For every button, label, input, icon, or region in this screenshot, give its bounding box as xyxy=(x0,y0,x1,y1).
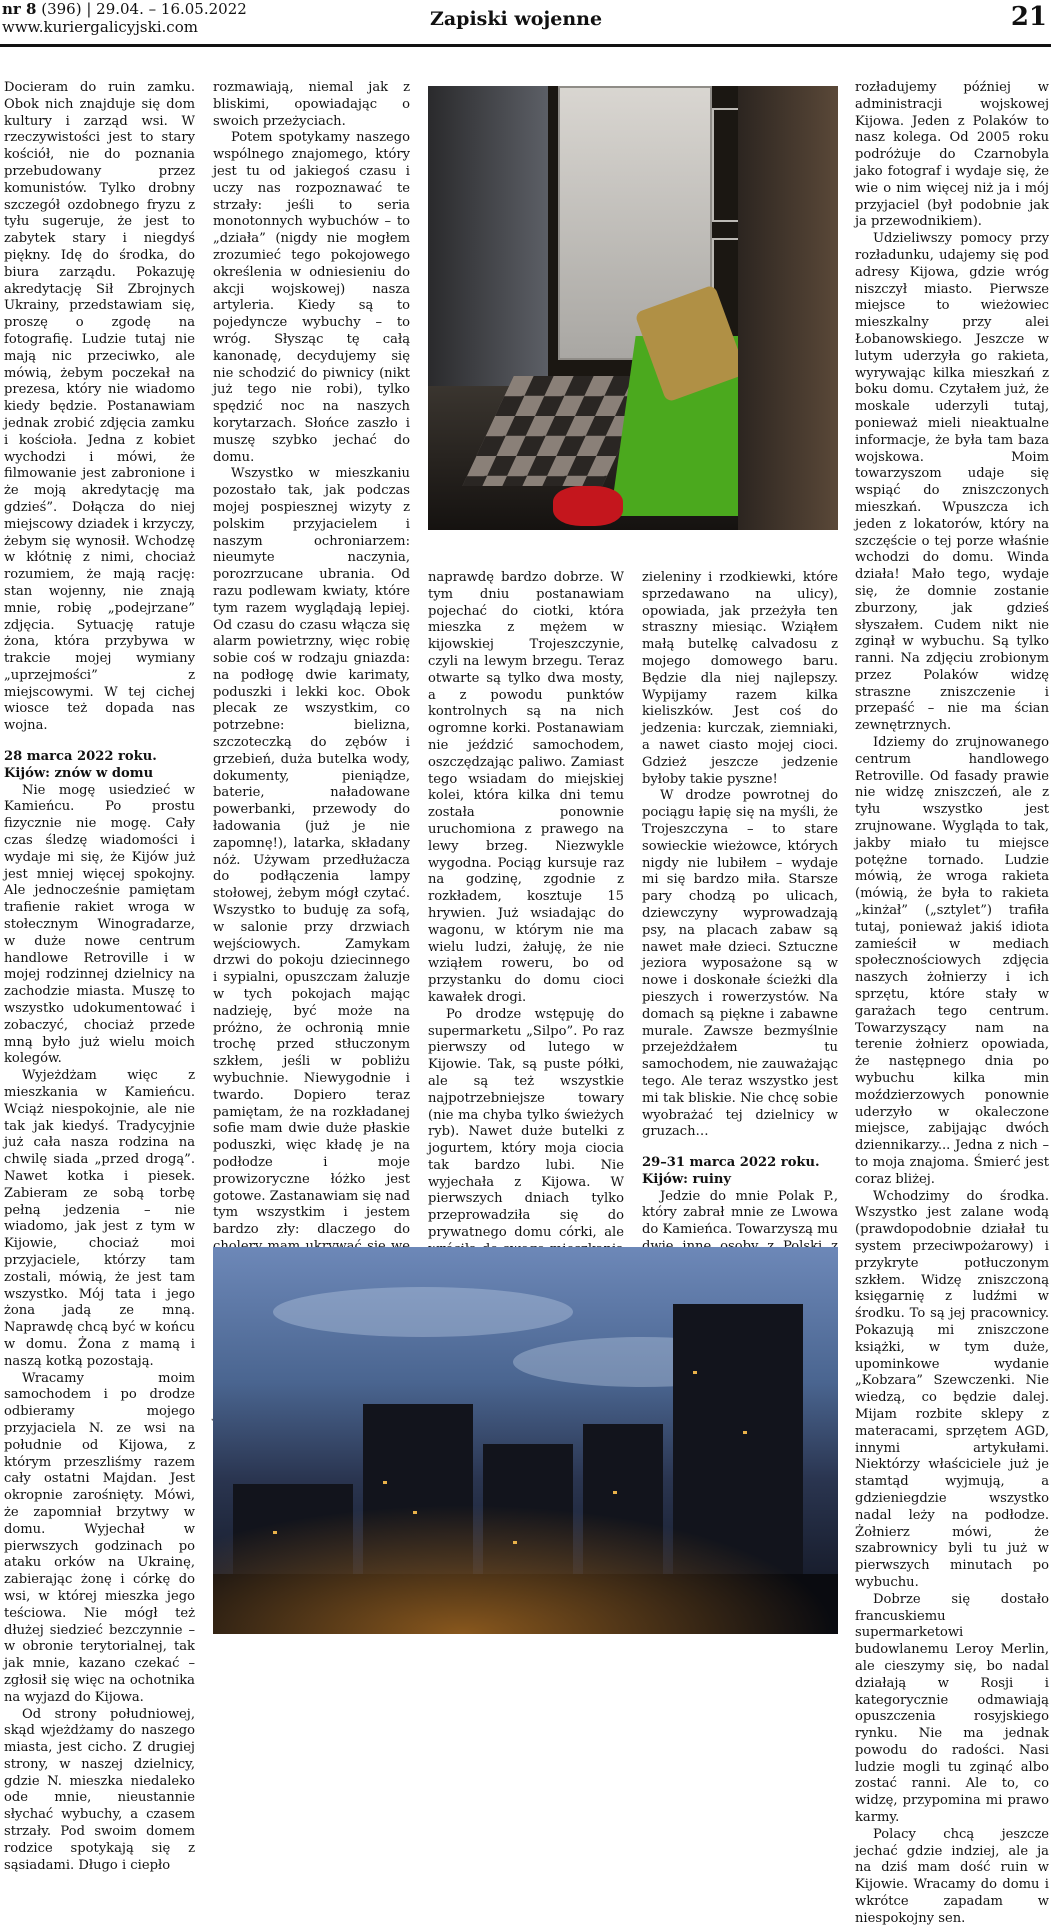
paragraph: Dobrze się dostało francuskiemu supermarketowi budowlanemu Leroy Merlin, ale cieszymy się, bo nadal działają w Rosji i kategorycznie odmawiają opuszczenia rosyjskiego rynku. Nie ma jednak powodu do radości. Nasi ludzie mogli tu zginąć albo zostać ranni. Ale to, co widzę, przypomina mi prawo karmy. xyxy=(855,1591,1049,1826)
paragraph: rozładujemy później w administracji wojskowej Kijowa. Jeden z Polaków to nasz kolega. Od 2005 roku podróżuje do Czarnobyla jako fotograf i wydaje się, że wie o nim więcej niż ja i mój przyjaciel (był podobnie jak ja przewodnikiem). xyxy=(855,80,1049,230)
article-column-4 xyxy=(642,570,838,1245)
page-number: 21 xyxy=(1010,2,1047,32)
paragraph: Wszystko w mieszkaniu pozostało tak, jak podczas mojej pospiesznej wizyty z polskim przyjacielem i naszym ochroniarzem: nieumyte naczynia, porozrzucane ubrania. Od razu podlewam kwiaty, które tym razem wyglądają lepiej. Od czasu do czasu włącza się alarm powietrzny, więc robię sobie coś w rodzaju gniazda: na podłogę dwie karimaty, poduszki i lekki koc. Obok plecak ze wszystkim, co potrzebne: bielizna, szczoteczką do zębów i grzebień, duża butelka wody, dokumenty, pieniądze, baterie, naładowane powerbanki, przewody do ładowania (już je nie zapomnę!), latarka, składany nóż. Używam przedłużacza do podłączenia lampy stołowej, żebym mógł czytać. Wszystko to buduję za sofą, w salonie przy drzwiach wejściowych. Zamykam drzwi do pokoju dziecinnego i sypialni, opuszczam żaluzje w tych pokojach mając nadzieję, być może na próżno, że ochronią mnie trochę przed stłuczonym szkłem, jeśli w pobliżu wybuchnie. Niewygodnie i twardo. Dopiero teraz pamiętam, że na rozkładanej sofie mam dwie duże płaskie poduszki, więc kładę je na podłodze i moje prowizoryczne łóżko jest gotowe. Zastanawiam się nad tym wszystkim i jestem bardzo zły: dlaczego do xyxy=(213,466,410,1238)
paragraph: Wyjeżdżam więc z mieszkania w Kamieńcu. Wciąż niespokojnie, ale nie tak jak kiedyś. Tradycyjnie już cała nasza rodzina na chwilę siada „przed drogą”. Nawet kotka i piesek. Zabieram ze sobą torbę pełną jedzenia – nie wiadomo, jak jest z tym w Kijowie, chociaż moi przyjaciele, którzy tam zostali, mówią, że jest tam wszystko. Mój tata i jego żona jadą ze mną. Naprawdę chcą być w końcu w domu. Żona z mamą i naszą kotką pozostają. xyxy=(4,1068,195,1369)
issue-dates: (396) | 29.04. – 16.05.2022 xyxy=(36,0,247,18)
paragraph: Wracamy moim samochodem i po drodze odbieramy mojego przyjaciela N. ze wsi na południe od Kijowa, z którym przeszliśmy razem cały ostatni Majdan. Jest okropnie zarośnięty. Mówi, że zapomniał brzytwy w domu. Wyjechał w pierwszych godzinach po ataku orków na Ukrainę, zabierając żonę i córkę do wsi, w której mieszka jego teściowa. Nie mógł też dłużej siedzieć bezczynnie – w obronie terytorialnej, tak jak mnie, kazano czekać – zgłosił się więc na ochotnika na wyjazd do Kijowa. xyxy=(4,1370,195,1705)
article-column-3 xyxy=(428,570,624,1245)
issue-number: nr 8 xyxy=(2,0,37,18)
paragraph: naprawdę bardzo dobrze. W tym dniu postanawiam pojechać do ciotki, która mieszka z mężem w kijowskiej Trojeszczynie, czyli na lewym brzegu. Teraz otwarte są tylko dwa mosty, a z powodu punktów kontrolnych są na nich ogromne korki. Postanawiam nie jeździć samochodem, oszczędzając paliwo. Zamiast tego wsiadam do miejskiej kolei, która kilka dni temu została ponownie uruchomiona z prawego na lewy brzeg. Niezwykle wygodna. Pociąg kursuje raz na godzinę, zgodnie z rozkładem, kosztuje 15 hrywien. Już wsiadając do wagonu, w którym nie ma wielu ludzi, żałuję, że nie wziąłem roweru, bo od przystanku do domu cioci kawałek drogi. xyxy=(428,570,624,1005)
paragraph: Udzieliwszy pomocy przy rozładunku, udajemy się pod adresy Kijowa, gdzie wróg niszczył miasto. Pierwsze miejsce to wieżowiec mieszkalny przy alei Łobanowskiego. Jeszcze w lutym uderzyła go rakieta, wyrywając kilka mieszkań z boku domu. Czytałem już, że moskale uderzyli tutaj, ponieważ mieli nieaktualne informacje, że była tam baza wojskowa. Moim towarzyszom udaje się wspiąć do zniszczonych mieszkań. Wpuszcza ich jeden z lokatorów, który na szczęście o tej porze właśnie wchodzi do domu. Winda działa! Mało tego, wydaje się, że domnie zostanie zburzony, jak gdzieś słyszałem. Cudem nikt nie zginął w wybuchu. Są tylko ranni. Na zdjęciu zrobionym przez Polaków widzę straszne zniszczenie i przepaść – nie ma ścian zewnętrznych. xyxy=(855,231,1049,734)
website-link[interactable]: www.kuriergalicyjski.com xyxy=(2,18,198,36)
paragraph: Idziemy do zrujnowanego centrum handlowego Retroville. Od fasady prawie nie widzę zniszczeń, ale z tyłu wszystko jest zrujnowane. Wygląda to tak, jakby miało tu miejsce potężne tornado. Ludzie mówią, że wroga rakieta (mówią, że była to rakieta „kinżał” („sztylet”) trafiła tutaj, ponieważ jakiś idiota zamieścił w mediach społecznościowych zdjęcia naszych żołnierzy i ich sprzętu, które stały w garażach tego centrum. Towarzyszący nam na terenie żołnierz opowiada, że następnego dnia po wybuchu kilka min moździerzowych ponownie uderzyło w okaleczone miejsce, zabijając dwóch dziennikarzy... Jedna z nich – to moja znajoma. Śmierć jest coraz bliżej. xyxy=(855,735,1049,1187)
article-column-1 xyxy=(4,80,195,1873)
paragraph: Potem spotykamy naszego wspólnego znajomego, który jest tu od jakiegoś czasu i uczy nas rozpoznawać te strzały: jeśli to seria monotonnych wybuchów – to „działa” (nigdy nie mogłem zrozumieć tego pokojowego określenia w odniesieniu do akcji wojskowej) nasza artyleria. Kiedy są to pojedyncze wybuchy – to wróg. Słysząc tę całą kanonadę, decydujemy się nie schodzić do piwnicy (nikt już tego nie robi), tylko spędzić noc na naszych korytarzach. Słońce zaszło i muszę szybko jechać do domu. xyxy=(213,130,410,465)
article-column-5 xyxy=(855,80,1049,1926)
page-header xyxy=(0,0,1051,47)
paragraph: Nie mogę usiedzieć w Kamieńcu. Po prostu fizycznie nie mogę. Cały czas śledzę wiadomości i wydaje mi się, że Kijów już jest mniej więcej spokojny. Ale jednocześnie pamiętam trafienie rakiet wroga w stołecznym Winogradarze, w duże nowe centrum handlowe Retroville i w mojej rodzinnej dzielnicy na zachodzie miasta. Muszę to wszystko udokumentować i zobaczyć, chociaż przede mną było już wielu moich kolegów. xyxy=(4,782,195,1067)
subheading-date: 29–31 marca 2022 roku. xyxy=(642,1155,820,1171)
paragraph: Od strony południowej, skąd wjeżdżamy do naszego miasta, jest cicho. Z drugiej strony, w naszej dzielnicy, gdzie N. mieszka niedaleko ode mnie, nieustannie słychać wybuchy, a czasem strzały. Pod swoim domem rodzice spotykają się z sąsiadami. Długo i ciepło xyxy=(4,1706,195,1873)
paragraph: W drodze powrotnej do pociągu łapię się na myśli, że Trojeszczyna – to stare sowieckie wieżowce, których nigdy nie lubiłem – wydaje mi się bardzo miła. Starsze pary chodzą po ulicach, dziewczyny wyprowadzają psy, na placach zabaw są nawet małe dzieci. Sztuczne jeziora wyposażone są w nowe i doskonałe ścieżki dla pieszych i rowerzystów. Na domach są piękne i zabawne murale. Zawsze bezmyślnie przejeżdżałem tu samochodem, nie zauważając tego. Ale teraz wszystko jest mi tak bliskie. Nie chcę sobie wyobrażać tej dzielnicy w gruzach… xyxy=(642,788,838,1140)
paragraph: Wchodzimy do środka. Wszystko jest zalane wodą (prawdopodobnie działał tu system przeciwpożarowy) i przykryte potłuczonym szkłem. Widzę zniszczoną księgarnię z ludźmi w środku. To są jej pracownicy. Pokazują mi zniszczone książki, w tym duże, upominkowe wydanie „Kobzara” Szewczenki. Nie wiedzą, co będzie dalej. Mijam rozbite sklepy z materacami, sprzętem AGD, innymi artykułami. Niektórzy właściciele już je stamtąd wyjmują, a gdzieniegdzie wszystko nadal leży na podłodze. Żołnierz mówi, że szabrownicy byli tu już w pierwszych minutach po wybuchu. xyxy=(855,1188,1049,1590)
paragraph: Docieram do ruin zamku. Obok nich znajduje się dom kultury i zarząd wsi. W rzeczywistości jest to stary kościół, nie do poznania przebudowany przez komunistów. Tylko drobny szczegół ozdobnego fryzu z tyłu sugeruje, że jest to zabytek stary i niegdyś piękny. Idę do środka, do biura zarządu. Pokazuję akredytację Sił Zbrojnych Ukrainy, przedstawiam się, proszę o zgodę na fotografię. Ludzie tutaj nie mają nic przeciwko, ale mówią, żebym poczekał na prezesa, który nie wiadomo kiedy będzie. Postanawiam jednak zrobić zdjęcia zamku i kościoła. Jedna z kobiet wychodzi i mówi, że filmowanie jest zabronione i że moją akredytację ma gdzieś”. Dołącza do niej miejscowy dziadek i krzyczy, żebym się wynosił. Wchodzę w kłótnię z nimi, chociaż rozumiem, że mają rację: stan wojenny, nie znają mnie, robię „podejrzane” zdjęcia. Sytuację ratuje żona, która przybywa w trakcie mojej wymiany „uprzejmości” z miejscowymi. W tej cichej wiosce też dopada nas wojna. xyxy=(4,80,195,734)
paragraph: zieleniny i rzodkiewki, które sprzedawano na ulicy), opowiada, jak przeżyła ten straszny miesiąc. Wziąłem małą butelkę calvadosu z mojego domowego baru. Będzie dla niej najlepszy. Wypijamy razem kilka kieliszków. Jest coś do jedzenia: kurczak, ziemniaki, a nawet ciasto mojej cioci. Gdzież jeszcze jedzenie byłoby takie pyszne! xyxy=(642,570,838,787)
subheading-title: Kijów: znów w domu xyxy=(4,765,154,781)
paragraph: Polacy chcą jeszcze jechać gdzie indziej, ale ja na dziś mam dość ruin w Kijowie. Wracamy do domu i wkrótce zapadam w niespokojny sen. xyxy=(855,1826,1049,1926)
issue-info xyxy=(2,0,247,18)
subheading-date: 28 marca 2022 roku. xyxy=(4,749,157,765)
paragraph: rozmawiają, niemal jak z bliskimi, opowiadając o swoich przeżyciach. xyxy=(213,80,410,129)
interior-photo xyxy=(428,86,838,530)
night-city-photo xyxy=(213,1247,838,1634)
section-title: Zapiski wojenne xyxy=(430,8,603,30)
article-column-2 xyxy=(213,80,410,1245)
paragraph: Po drodze wstępuję do supermarketu „Silpo”. Po raz pierwszy od lutego w Kijowie. Tak, są puste półki, ale są też wszystkie najpotrzebniejsze towary (nie ma chyba tylko świeżych ryb). Nawet duże butelki z jogurtem, który moja ciocia tak bardzo lubi. Nie wyjechała z Kijowa. W pierwszych dniach tylko przeprowadziła się do prywatnego domu córki, ale xyxy=(428,1006,624,1241)
subheading-title: Kijów: ruiny xyxy=(642,1171,732,1187)
paragraph: Jedzie do mnie Polak P., który zabrał mnie ze Lwowa do Kamieńca. Towarzyszą mu xyxy=(642,1188,838,1238)
